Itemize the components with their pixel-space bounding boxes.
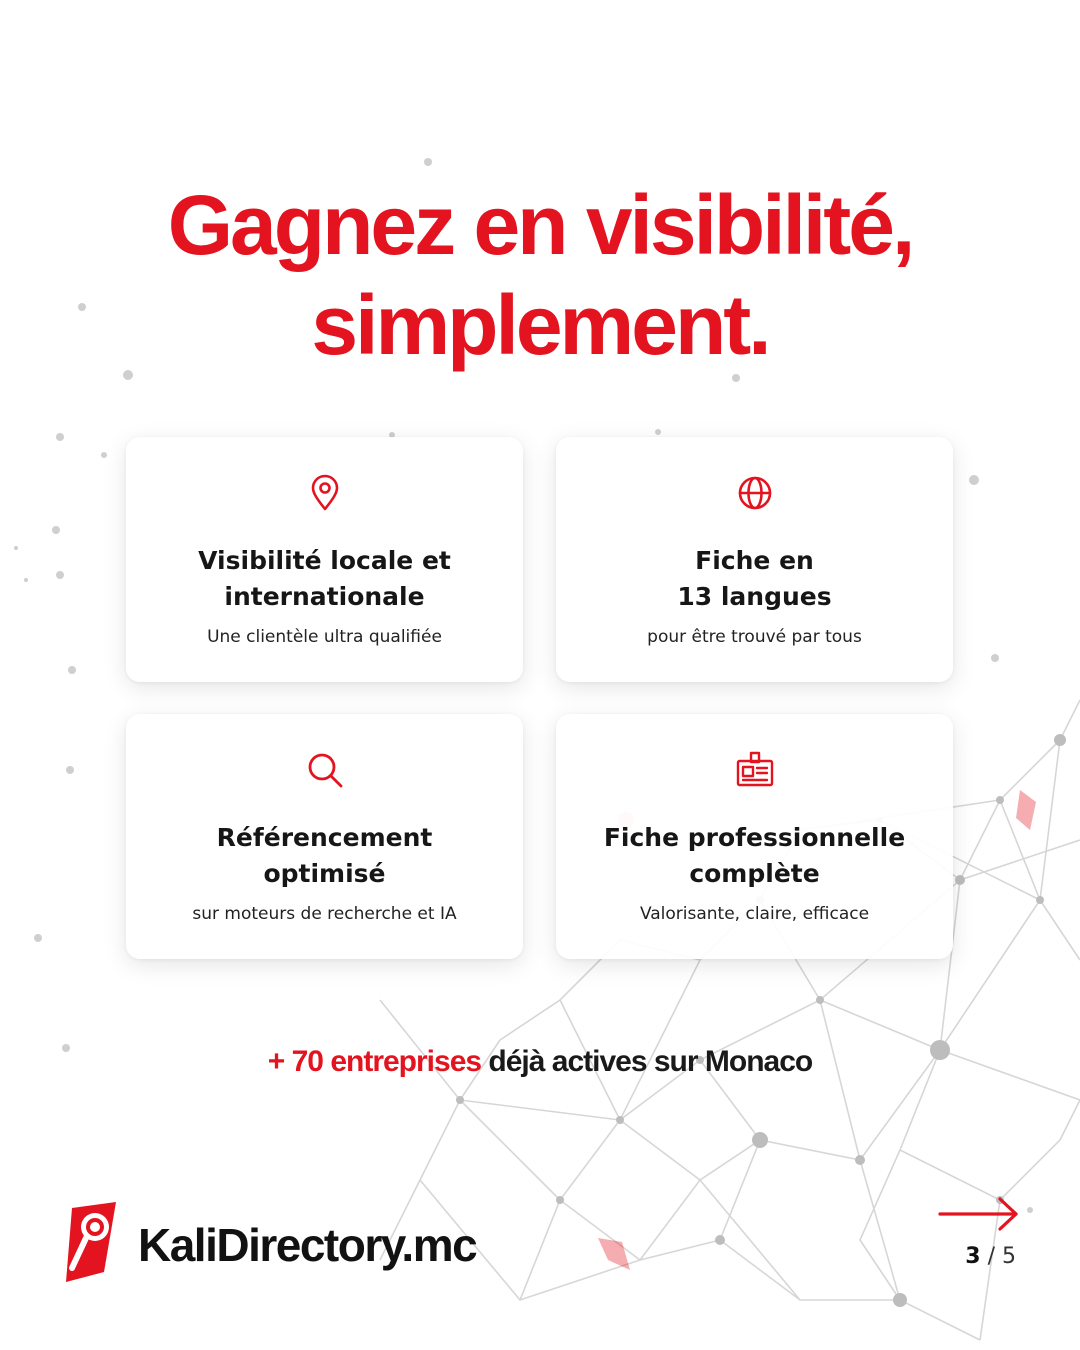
brand-name: KaliDirectory.mc: [138, 1219, 477, 1271]
feature-title: [566, 820, 943, 892]
feature-title: [136, 820, 513, 892]
globe-icon: [735, 473, 775, 513]
feature-subtitle: Valorisante, claire, efficace: [639, 904, 870, 924]
feature-title-line: Référencement: [216, 823, 433, 852]
feature-card-local-visibility: [126, 437, 523, 682]
feature-subtitle: sur moteurs de recherche et IA: [192, 904, 457, 924]
pagination: [940, 1244, 1016, 1269]
kali-directory-logo-icon: [64, 1202, 119, 1282]
feature-subtitle: Une clientèle ultra qualifiée: [207, 627, 442, 647]
stat-highlight: + 70 entreprises: [267, 1045, 482, 1078]
arrow-right-icon[interactable]: [938, 1196, 1020, 1232]
feature-card-professional-listing: [556, 714, 953, 959]
feature-title-line: 13 langues: [677, 582, 832, 611]
id-badge-icon: [735, 750, 775, 790]
feature-title-line: Fiche en: [695, 546, 814, 575]
map-pin-icon: [305, 473, 345, 513]
headline: [0, 175, 1080, 375]
feature-title-line: Visibilité locale et: [198, 546, 451, 575]
headline-line-2: simplement.: [311, 278, 769, 372]
feature-title-line: internationale: [224, 582, 425, 611]
feature-title-line: optimisé: [263, 859, 386, 888]
stat-text: déjà actives sur Monaco: [481, 1045, 813, 1078]
pagination-current: 3: [965, 1244, 981, 1269]
feature-title-line: Fiche professionnelle: [603, 823, 906, 852]
search-icon: [305, 750, 345, 790]
pagination-separator: /: [980, 1244, 1002, 1269]
feature-title: [566, 543, 943, 615]
feature-card-languages: [556, 437, 953, 682]
pagination-total: 5: [1002, 1244, 1016, 1269]
companies-stat: [0, 1045, 1080, 1079]
feature-title-line: complète: [689, 859, 820, 888]
feature-title: [136, 543, 513, 615]
feature-card-seo: [126, 714, 523, 959]
headline-line-1: Gagnez en visibilité,: [167, 178, 913, 272]
feature-subtitle: pour être trouvé par tous: [647, 627, 862, 647]
